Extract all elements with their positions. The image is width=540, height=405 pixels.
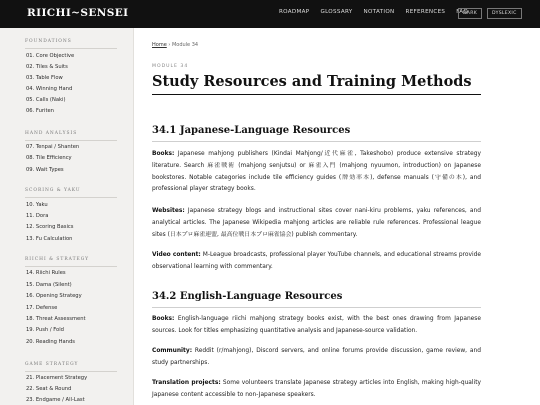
nav-glossary-link[interactable]: GLOSSARY bbox=[320, 9, 353, 15]
sidebar-item-riichi-rules[interactable]: 14. Riichi Rules bbox=[26, 270, 66, 276]
dyslexic-font-button[interactable]: DYSLEXIC bbox=[487, 8, 522, 19]
paragraph-text: Reddit (r/mahjong), Discord servers, and online forums provide discussion, game review, and study partnerships. bbox=[152, 348, 481, 366]
sidebar bbox=[0, 28, 134, 405]
sidebar-item-calls[interactable]: 05. Calls (Naki) bbox=[26, 97, 66, 103]
paragraph-english-translation bbox=[152, 378, 481, 402]
sidebar-item-wait-types[interactable]: 09. Wait Types bbox=[26, 167, 64, 173]
sidebar-section-riichi-strategy: RIICHI & STRATEGY bbox=[25, 257, 90, 262]
paragraph-label: Websites: bbox=[152, 208, 185, 214]
sidebar-item-table-flow[interactable]: 03. Table Flow bbox=[26, 75, 63, 81]
sidebar-item-furiten[interactable]: 06. Furiten bbox=[26, 108, 54, 114]
sidebar-divider bbox=[25, 371, 117, 372]
paragraph-label: Video content: bbox=[152, 252, 201, 258]
sidebar-divider bbox=[25, 48, 117, 49]
sidebar-item-core-objective[interactable]: 01. Core Objective bbox=[26, 53, 75, 59]
sidebar-item-tiles-suits[interactable]: 02. Tiles & Suits bbox=[26, 64, 68, 70]
sidebar-item-dama[interactable]: 15. Dama (Silent) bbox=[26, 282, 72, 288]
paragraph-text: Some volunteers translate Japanese strategy articles into English, making high-quality Japanese content accessible to non-Japanese speakers. bbox=[152, 380, 481, 398]
sidebar-item-seat-round[interactable]: 22. Seat & Round bbox=[26, 386, 72, 392]
sidebar-item-endgame[interactable]: 23. Endgame / All-Last bbox=[26, 397, 85, 403]
sidebar-item-reading-hands[interactable]: 20. Reading Hands bbox=[26, 339, 75, 345]
title-divider bbox=[152, 94, 481, 95]
sidebar-item-fu-calculation[interactable]: 13. Fu Calculation bbox=[26, 236, 73, 242]
paragraph-text: Japanese mahjong publishers (Kindai Mahjong/近代麻雀, Takeshobo) produce extensive strategy literature. Search 麻雀戦術 (mahjong senjutsu) or 麻雀入門 (mahjong nyuumon, introduction) on Japanese bookstores. Notable categories include tile efficiency guides (牌効率本), defense manuals (守備の本), and professional player strategy books. bbox=[152, 151, 481, 193]
section-heading-japanese: 34.1 Japanese-Language Resources bbox=[152, 125, 351, 136]
sidebar-item-placement-strategy[interactable]: 21. Placement Strategy bbox=[26, 375, 88, 381]
breadcrumb bbox=[152, 42, 198, 48]
sidebar-item-scoring-basics[interactable]: 12. Scoring Basics bbox=[26, 224, 74, 230]
paragraph-text: Japanese strategy blogs and instructional sites cover nani-kiru problems, yaku references, and analytical articles. The Japanese Wikipedia mahjong articles are reliable rule references. Professional league sites (日本プロ麻雀連盟, 最高位戦日本プロ麻雀協会) publish commentary. bbox=[152, 208, 481, 238]
nav-faq-link[interactable]: FAQ bbox=[456, 9, 469, 15]
sidebar-section-scoring-yaku: SCORING & YAKU bbox=[25, 188, 81, 193]
nav-roadmap-link[interactable]: ROADMAP bbox=[279, 9, 310, 15]
breadcrumb-current: Module 34 bbox=[171, 42, 199, 48]
sidebar-item-tile-efficiency[interactable]: 08. Tile Efficiency bbox=[26, 155, 72, 161]
nav-references-link[interactable]: REFERENCES bbox=[405, 9, 446, 15]
sidebar-item-dora[interactable]: 11. Dora bbox=[26, 213, 49, 219]
breadcrumb-home-link[interactable]: Home bbox=[152, 42, 167, 48]
sidebar-item-threat-assessment[interactable]: 18. Threat Assessment bbox=[26, 316, 86, 322]
section-heading-english: 34.2 English-Language Resources bbox=[152, 291, 343, 302]
display-toggles bbox=[458, 8, 522, 19]
paragraph-label: Books: bbox=[152, 151, 175, 157]
sidebar-divider bbox=[25, 140, 117, 141]
dark-mode-button[interactable]: DARK bbox=[458, 8, 482, 19]
paragraph-text: English-language riichi mahjong strategy books exist, with the best ones drawing from Japanese sources. Look for titles emphasizing quantitative analysis and Japanese-source validation. bbox=[152, 316, 481, 334]
sidebar-section-foundations: FOUNDATIONS bbox=[25, 39, 72, 44]
sidebar-divider bbox=[25, 197, 117, 198]
breadcrumb-separator: › bbox=[166, 42, 172, 48]
page-title: Study Resources and Training Methods bbox=[152, 73, 472, 90]
sidebar-item-tenpai-shanten[interactable]: 07. Tenpai / Shanten bbox=[26, 144, 80, 150]
sidebar-item-yaku[interactable]: 10. Yaku bbox=[26, 202, 48, 208]
sidebar-section-hand-analysis: HAND ANALYSIS bbox=[25, 131, 78, 136]
sidebar-item-winning-hand[interactable]: 04. Winning Hand bbox=[26, 86, 73, 92]
top-bar bbox=[0, 0, 540, 28]
top-nav bbox=[279, 9, 468, 15]
paragraph-english-books bbox=[152, 314, 481, 338]
section-divider bbox=[152, 141, 481, 142]
sidebar-item-opening-strategy[interactable]: 16. Opening Strategy bbox=[26, 293, 82, 299]
paragraph-japanese-video bbox=[152, 250, 481, 274]
main-content bbox=[152, 28, 482, 405]
site-logo[interactable]: RIICHI~SENSEI bbox=[27, 7, 129, 19]
section-divider bbox=[152, 307, 481, 308]
paragraph-label: Translation projects: bbox=[152, 380, 221, 386]
paragraph-label: Books: bbox=[152, 316, 175, 322]
module-label: MODULE 34 bbox=[152, 64, 189, 69]
sidebar-divider bbox=[25, 266, 117, 267]
paragraph-label: Community: bbox=[152, 348, 193, 354]
sidebar-item-defense[interactable]: 17. Defense bbox=[26, 305, 58, 311]
paragraph-text: M-League broadcasts, professional player YouTube channels, and educational streams provide observational learning with commentary. bbox=[152, 252, 481, 270]
sidebar-item-push-fold[interactable]: 19. Push / Fold bbox=[26, 327, 64, 333]
nav-notation-link[interactable]: NOTATION bbox=[363, 9, 395, 15]
sidebar-section-game-strategy: GAME STRATEGY bbox=[25, 362, 79, 367]
paragraph-japanese-books bbox=[152, 149, 481, 196]
paragraph-japanese-websites bbox=[152, 206, 481, 241]
paragraph-english-community bbox=[152, 346, 481, 370]
